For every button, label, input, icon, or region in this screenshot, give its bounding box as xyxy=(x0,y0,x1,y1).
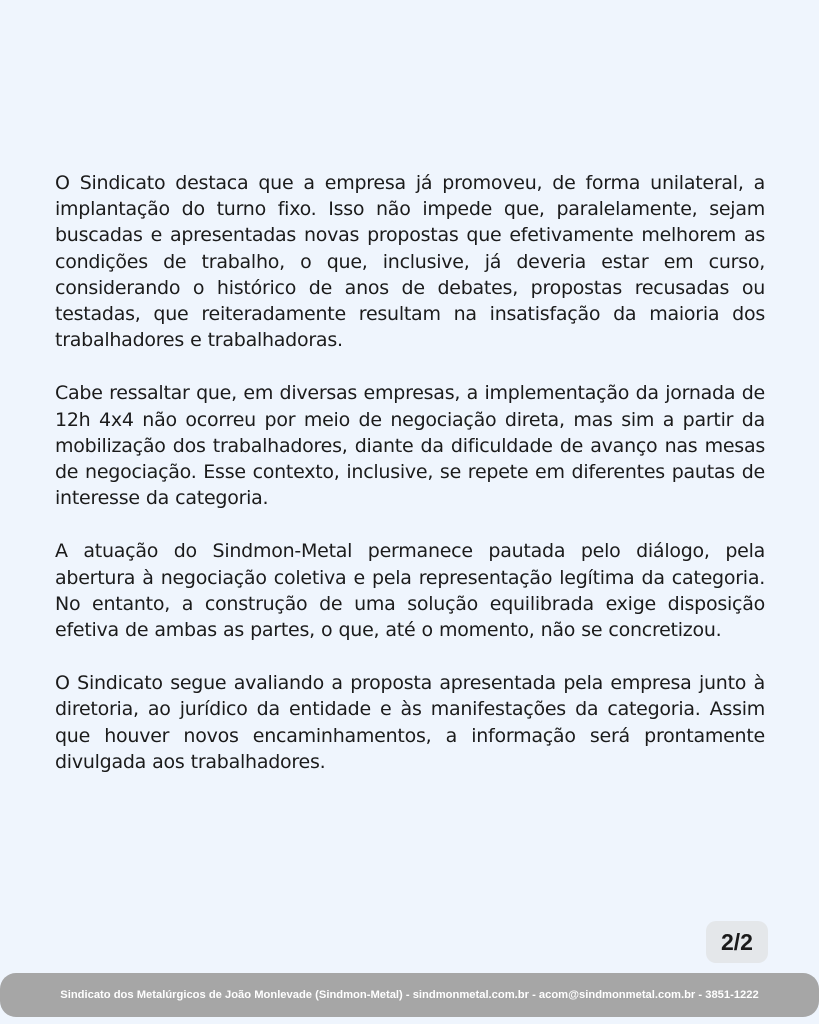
footer-bar xyxy=(0,973,819,1017)
paragraph-1: O Sindicato destaca que a empresa já promoveu, de forma unilateral, a implantação do turno fixo. Isso não impede que, paralelamente, sejam buscadas e apresentadas novas propostas que efetivamente melhorem as condições de trabalho, o que, inclusive, já deveria estar em curso, considerando o histórico de anos de debates, propostas recusadas ou testadas, que reiteradamente resultam na insatisfação da maioria dos trabalhadores e trabalhadoras. xyxy=(55,172,765,352)
footer-text: Sindicato dos Metalúrgicos de João Monlevade (Sindmon-Metal) - sindmonmetal.com.br - acom@sindmonmetal.com.br - 3851-1222 xyxy=(60,989,759,1001)
page-indicator-badge: 2/2 xyxy=(706,921,768,963)
body-text xyxy=(55,170,765,802)
paragraph-4: O Sindicato segue avaliando a proposta apresentada pela empresa junto à diretoria, ao jurídico da entidade e às manifestações da categoria. Assim que houver novos encaminhamentos, a informação será prontamente divulgada aos trabalhadores. xyxy=(55,672,765,773)
paragraph-3: A atuação do Sindmon-Metal permanece pautada pelo diálogo, pela abertura à negociação coletiva e pela representação legítima da categoria. No entanto, a construção de uma solução equilibrada exige disposição efetiva de ambas as partes, o que, até o momento, não se concretizou. xyxy=(55,540,765,642)
paragraph-2: Cabe ressaltar que, em diversas empresas, a implementação da jornada de 12h 4x4 não ocorreu por meio de negociação direta, mas sim a partir da mobilização dos trabalhadores, diante da dificuldade de avanço nas mesas de negociação. Esse contexto, inclusive, se repete em diferentes pautas de interesse da categoria. xyxy=(55,382,765,510)
